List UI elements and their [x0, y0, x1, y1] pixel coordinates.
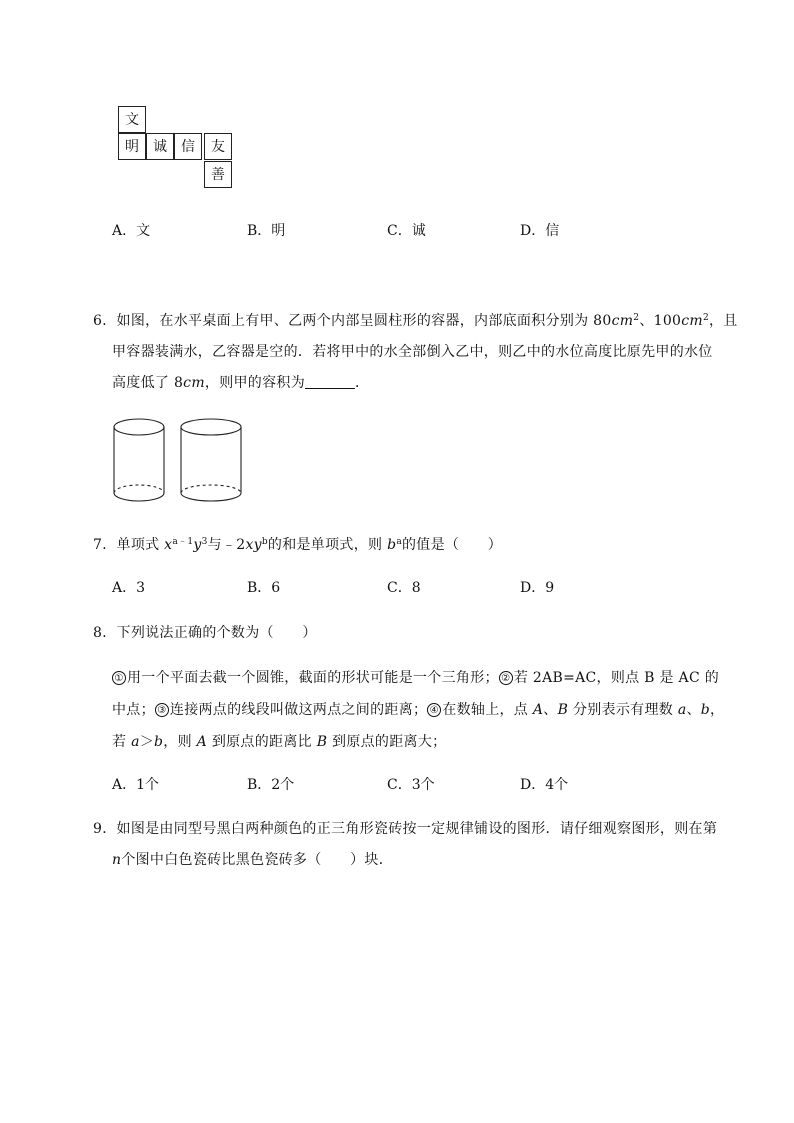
q9-line-1: 9．如图是由同型号黑白两种颜色的正三角形瓷砖按一定规律铺设的图形．请仔细观察图形，则在第 — [93, 821, 718, 837]
q6-line-2: 甲容器装满水，乙容器是空的．若将甲中的水全部倒入乙中，则乙中的水位高度比原先甲的水位 — [112, 344, 713, 360]
q7-option-b: B．6 — [247, 580, 281, 596]
cylinder-b-top — [181, 419, 241, 435]
q8-option-b: B．2个 — [247, 777, 295, 793]
cylinders-figure — [110, 415, 250, 507]
q9-line-2: n个图中白色瓷砖比黑色瓷砖多（ ）块． — [112, 852, 394, 868]
q8-option-d: D．4个 — [520, 777, 569, 793]
question-number: 8． — [93, 625, 117, 641]
q8-stem: 8．下列说法正确的个数为（ ） — [93, 625, 317, 641]
q8-line-2: 中点； ③ 连接两点的线段叫做这两点之间的距离； ④ 在数轴上，点 A、B 分别表示有理数 a、b， — [112, 702, 725, 718]
q7-option-c: C．8 — [387, 580, 421, 596]
question-number: 9． — [93, 821, 117, 837]
q8-option-c: C．3个 — [387, 777, 435, 793]
question-number: 7． — [93, 537, 117, 553]
answer-blank[interactable] — [305, 376, 355, 389]
q6-line-1: 6．如图，在水平桌面上有甲、乙两个内部呈圆柱形的容器，内部底面积分别为 $80cm^2$、$100cm^2$，且 — [93, 313, 738, 329]
question-number: 6． — [93, 313, 117, 329]
net-cell-cheng: 诚 — [146, 133, 174, 160]
q5-option-b: B．明 — [247, 223, 286, 239]
q8-line-3: 若 a＞b，则 A 到原点的距离比 B 到原点的距离大； — [112, 734, 447, 750]
cylinder-a-top — [114, 419, 164, 435]
q7-option-d: D．9 — [520, 580, 555, 596]
q8-option-a: A．1个 — [112, 777, 160, 793]
net-cell-shan: 善 — [204, 161, 232, 188]
q5-option-d: D．信 — [520, 223, 560, 239]
q7-option-a: A．3 — [112, 580, 146, 596]
net-cell-ming: 明 — [118, 133, 146, 160]
q5-option-a: A．文 — [112, 223, 151, 239]
q8-line-1: ① 用一个平面去截一个圆锥，截面的形状可能是一个三角形； ② 若 2AB=AC，则点 B 是 AC 的 — [112, 667, 719, 687]
q5-option-c: C．诚 — [387, 223, 426, 239]
q6-line-3: 高度低了 8cm，则甲的容积为 ． — [112, 375, 370, 391]
q7-stem: 7．单项式 $x^{a﹣1}y^3$与$﹣2xy^b$的和是单项式，则 $b^a$的值是（ ） — [93, 537, 503, 553]
net-cell-xin: 信 — [174, 133, 202, 160]
net-cell-you: 友 — [204, 133, 232, 160]
net-cell-wen: 文 — [118, 106, 146, 133]
